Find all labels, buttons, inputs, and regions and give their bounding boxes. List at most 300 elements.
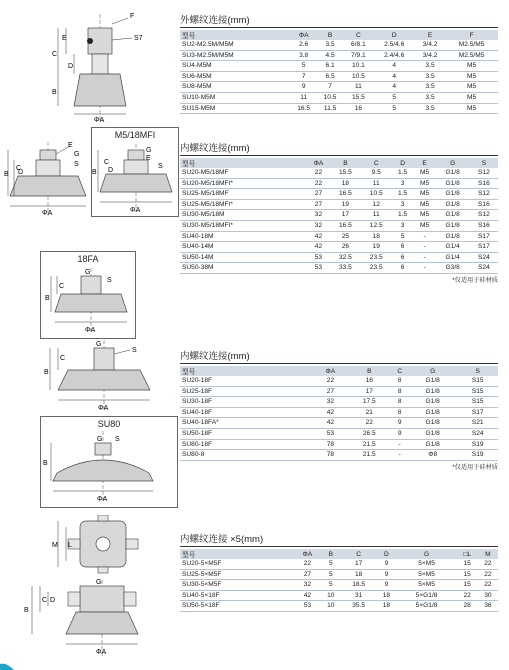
- table-cell: G1/8: [436, 199, 470, 210]
- label-d: D: [108, 167, 114, 174]
- table-cell: -: [392, 450, 408, 461]
- table-cell: 7/9.1: [343, 50, 373, 61]
- table-cell: SU20-18F: [180, 376, 314, 386]
- table-row: [180, 376, 498, 386]
- column-header: G: [397, 549, 457, 559]
- table-cell: 32: [307, 220, 330, 231]
- table-cell: 3.5: [415, 82, 445, 93]
- table-cell: S24: [457, 428, 498, 439]
- label-s: S: [115, 436, 120, 443]
- table-cell: -: [414, 242, 436, 253]
- figure-internal-m5: [4, 140, 92, 220]
- table-cell: 4: [373, 82, 415, 93]
- label-s: S: [107, 277, 112, 284]
- table-cell: 3.5: [415, 61, 445, 72]
- column-header: S: [470, 158, 498, 168]
- table-row: [180, 569, 498, 580]
- table-cell: 27: [314, 386, 347, 397]
- table-cell: 3/4.2: [415, 50, 445, 61]
- table-cell: 9: [376, 559, 396, 569]
- table-cell: G1/8: [436, 189, 470, 200]
- table-cell: M5: [445, 61, 498, 72]
- table-cell: 30: [478, 590, 498, 601]
- table-cell: 9: [376, 580, 396, 591]
- table-cell: 10: [321, 601, 341, 612]
- table-row: [180, 231, 498, 242]
- table-cell: 22: [478, 559, 498, 569]
- table-cell: 16.5: [330, 220, 361, 231]
- table-row: [180, 210, 498, 221]
- column-header: ΦA: [290, 30, 316, 40]
- table-cell: 18.5: [341, 580, 376, 591]
- table-cell: 15: [457, 580, 478, 591]
- table-cell: Φ8: [408, 450, 457, 461]
- table-cell: 22: [457, 590, 478, 601]
- table-cell: 5: [392, 231, 414, 242]
- label-g: G: [97, 436, 103, 443]
- column-header: G: [436, 158, 470, 168]
- table-cell: 19: [361, 242, 392, 253]
- table-cell: SU50-5×18F: [180, 601, 294, 612]
- table-cell: S17: [470, 231, 498, 242]
- table-cell: 1.5: [392, 168, 414, 178]
- table-cell: SU80-8: [180, 450, 314, 461]
- table-cell: 3: [392, 199, 414, 210]
- table-cell: G1/8: [436, 220, 470, 231]
- table-cell: 19: [330, 199, 361, 210]
- label-g: G: [74, 151, 80, 158]
- table-cell: 5×M5: [397, 580, 457, 591]
- table-cell: SU3-M2.5M/M5M: [180, 50, 290, 61]
- table-cell: -: [414, 252, 436, 263]
- table-cell: SU25-5×M5F: [180, 569, 294, 580]
- table-cell: 21: [347, 407, 391, 418]
- table-cell: 5: [290, 61, 316, 72]
- table-cell: M5: [445, 103, 498, 114]
- table-cell: 8: [392, 407, 408, 418]
- table-cell: 6.1: [317, 61, 343, 72]
- table-cell: 3.5: [415, 71, 445, 82]
- table-cell: G1/8: [436, 178, 470, 189]
- table-cell: 9: [392, 428, 408, 439]
- table-row: [180, 82, 498, 93]
- table-row: [180, 61, 498, 72]
- table-cell: -: [414, 231, 436, 242]
- column-header: 型号: [180, 549, 294, 559]
- column-header: ΦA: [294, 549, 321, 559]
- table-header-row: [180, 549, 498, 559]
- table-cell: G1/8: [436, 210, 470, 221]
- table-cell: 10.5: [317, 92, 343, 103]
- table-cell: 9.5: [361, 168, 392, 178]
- table-row: [180, 178, 498, 189]
- table-cell: SU30-5×M5F: [180, 580, 294, 591]
- table-cell: SU30-18F: [180, 397, 314, 408]
- label-b: B: [45, 295, 50, 302]
- table-cell: 18: [341, 569, 376, 580]
- section-title: 外螺纹连接(mm): [180, 14, 498, 28]
- label-phia: ΦA: [130, 207, 141, 214]
- table-cell: G1/8: [408, 386, 457, 397]
- table-cell: M5: [445, 71, 498, 82]
- table-cell: 4.5: [317, 50, 343, 61]
- table-cell: 18: [376, 590, 396, 601]
- table-cell: 1.5: [392, 210, 414, 221]
- table-cell: 22: [478, 580, 498, 591]
- section-title: 内螺纹连接 ×5(mm): [180, 533, 498, 547]
- table-cell: 1.5: [392, 189, 414, 200]
- table-cell: -: [392, 439, 408, 450]
- table-cell: M5: [414, 178, 436, 189]
- table-cell: 3.5: [415, 92, 445, 103]
- figure-m5-18mfi-drawing: [92, 128, 178, 216]
- table-cell: 27: [294, 569, 321, 580]
- figure-external-thread: [40, 10, 165, 125]
- table-cell: 9: [290, 82, 316, 93]
- table-cell: 3: [392, 220, 414, 231]
- table-cell: S12: [470, 168, 498, 178]
- table-cell: 12.5: [361, 220, 392, 231]
- label-phia: ΦA: [96, 649, 107, 656]
- label-g: G: [96, 579, 102, 586]
- table-cell: 16: [343, 103, 373, 114]
- table-cell: 36: [478, 601, 498, 612]
- table-cell: 15.5: [330, 168, 361, 178]
- table-cell: 10: [321, 590, 341, 601]
- table-cell: SU50-18F: [180, 428, 314, 439]
- table-cell: 6/8.1: [343, 40, 373, 50]
- table-cell: SU50-14M: [180, 252, 307, 263]
- table-row: [180, 407, 498, 418]
- column-header: B: [347, 366, 391, 376]
- table-cell: 27: [307, 189, 330, 200]
- table-row: [180, 439, 498, 450]
- spec-table: [180, 30, 498, 114]
- table-cell: 8: [392, 397, 408, 408]
- label-c: C: [104, 159, 110, 166]
- table-cell: S17: [457, 407, 498, 418]
- label-c: C: [42, 597, 48, 604]
- table-cell: S24: [470, 263, 498, 274]
- table-header-row: [180, 30, 498, 40]
- column-header: D: [392, 158, 414, 168]
- section-internal-18f: [180, 350, 498, 471]
- column-header: B: [317, 30, 343, 40]
- table-cell: SU40-18M: [180, 231, 307, 242]
- table-cell: G1/8: [408, 407, 457, 418]
- table-row: [180, 71, 498, 82]
- spec-table: [180, 158, 498, 274]
- table-cell: S21: [457, 418, 498, 429]
- figure-18fa: [40, 251, 136, 339]
- figure-internal-18f-drawing: [40, 338, 174, 414]
- table-cell: 17: [347, 386, 391, 397]
- table-cell: SU20-M5/18MFI*: [180, 178, 307, 189]
- table-cell: 17: [330, 210, 361, 221]
- table-cell: 21.5: [347, 439, 391, 450]
- table-row: [180, 168, 498, 178]
- section-internal-m5: [180, 142, 498, 284]
- spec-table: [180, 366, 498, 461]
- figure-top-view: [40, 515, 174, 577]
- table-cell: SU40-5×18F: [180, 590, 294, 601]
- label-e: E: [62, 35, 67, 42]
- table-cell: 11.5: [317, 103, 343, 114]
- table-cell: SU30-M5/18MFI*: [180, 220, 307, 231]
- label-phia: ΦA: [97, 496, 108, 503]
- table-cell: G1/8: [408, 418, 457, 429]
- label-c: C: [52, 51, 58, 58]
- spec-table: [180, 549, 498, 612]
- column-header: 型号: [180, 366, 314, 376]
- column-header: ΦA: [307, 158, 330, 168]
- figure-side-view-x5-drawing: [16, 578, 166, 658]
- table-row: [180, 450, 498, 461]
- section-title: 内螺纹连接(mm): [180, 142, 498, 156]
- column-header: 型号: [180, 158, 307, 168]
- table-cell: 17.5: [347, 397, 391, 408]
- table-cell: 2.5/4.6: [373, 40, 415, 50]
- column-header: □L: [457, 549, 478, 559]
- table-cell: 9: [376, 569, 396, 580]
- table-cell: 53: [294, 601, 321, 612]
- table-cell: 2.4/4.6: [373, 50, 415, 61]
- table-cell: 3: [392, 178, 414, 189]
- table-cell: SU30-M5/18M: [180, 210, 307, 221]
- table-cell: 32: [294, 580, 321, 591]
- table-cell: SU2-M2.5M/M5M: [180, 40, 290, 50]
- table-cell: 3.5: [317, 40, 343, 50]
- table-cell: 6: [392, 252, 414, 263]
- table-cell: 5: [373, 103, 415, 114]
- table-cell: S12: [470, 210, 498, 221]
- table-row: [180, 92, 498, 103]
- column-header: C: [392, 366, 408, 376]
- label-g: G: [85, 269, 91, 276]
- table-cell: SU25-M5/18MFI*: [180, 199, 307, 210]
- table-row: [180, 386, 498, 397]
- figure-title: 18FA: [77, 254, 99, 264]
- table-cell: M5: [445, 92, 498, 103]
- table-cell: 5×M5: [397, 559, 457, 569]
- table-row: [180, 418, 498, 429]
- table-cell: G1/8: [408, 397, 457, 408]
- table-cell: 22: [314, 376, 347, 386]
- label-b: B: [52, 89, 57, 96]
- table-cell: SU25-18F: [180, 386, 314, 397]
- column-header: E: [414, 158, 436, 168]
- column-header: D: [373, 30, 415, 40]
- column-header: B: [330, 158, 361, 168]
- table-cell: 42: [307, 242, 330, 253]
- label-e: E: [68, 142, 73, 149]
- table-cell: 53: [314, 428, 347, 439]
- column-header: M: [478, 549, 498, 559]
- table-cell: 22: [307, 178, 330, 189]
- column-header: C: [361, 158, 392, 168]
- label-b: B: [43, 460, 48, 467]
- table-row: [180, 242, 498, 253]
- table-cell: G1/8: [436, 168, 470, 178]
- table-row: [180, 40, 498, 50]
- table-cell: SU6-M5M: [180, 71, 290, 82]
- column-header: C: [343, 30, 373, 40]
- table-cell: 11: [290, 92, 316, 103]
- label-l: L: [68, 542, 72, 549]
- table-cell: 78: [314, 450, 347, 461]
- table-row: [180, 263, 498, 274]
- table-cell: 10.5: [343, 71, 373, 82]
- table-cell: 23.5: [361, 252, 392, 263]
- table-cell: 5: [321, 569, 341, 580]
- label-s7: S7: [134, 35, 143, 42]
- table-cell: G1/4: [436, 252, 470, 263]
- table-cell: 35.5: [341, 601, 376, 612]
- section-internal-x5: [180, 533, 498, 612]
- table-cell: 11: [361, 210, 392, 221]
- table-cell: SU4-M5M: [180, 61, 290, 72]
- table-cell: 16: [347, 376, 391, 386]
- table-cell: SU10-M5M: [180, 92, 290, 103]
- table-note: *仅适用于硅材质: [452, 463, 498, 471]
- table-cell: G1/8: [408, 376, 457, 386]
- label-c: C: [60, 355, 66, 362]
- label-phia: ΦA: [85, 327, 96, 334]
- column-header: B: [321, 549, 341, 559]
- table-cell: 21.5: [347, 450, 391, 461]
- figure-internal-m5-drawing: [4, 140, 92, 220]
- table-cell: 42: [294, 590, 321, 601]
- label-phia: ΦA: [98, 405, 109, 412]
- table-cell: 7: [290, 71, 316, 82]
- table-cell: 17: [341, 559, 376, 569]
- label-b: B: [44, 369, 49, 376]
- table-cell: M5: [414, 210, 436, 221]
- table-cell: 11: [343, 82, 373, 93]
- table-cell: 42: [314, 418, 347, 429]
- table-header-row: [180, 366, 498, 376]
- table-cell: 32.5: [330, 252, 361, 263]
- label-d: D: [50, 597, 56, 604]
- section-external-thread: [180, 14, 498, 114]
- table-cell: 15: [457, 559, 478, 569]
- label-s: S: [132, 347, 137, 354]
- column-header: E: [415, 30, 445, 40]
- table-cell: 18: [330, 178, 361, 189]
- table-cell: 42: [314, 407, 347, 418]
- figure-su80: [40, 416, 178, 508]
- label-m: M: [52, 542, 58, 549]
- table-cell: SU20-M5/18MF: [180, 168, 307, 178]
- figure-external-thread-drawing: [40, 10, 165, 125]
- table-cell: 32: [307, 210, 330, 221]
- figure-title: M5/18MFI: [114, 130, 156, 140]
- table-cell: 78: [314, 439, 347, 450]
- table-cell: 16.5: [330, 189, 361, 200]
- table-cell: 12: [361, 199, 392, 210]
- table-cell: 22: [347, 418, 391, 429]
- table-cell: SU20-5×M5F: [180, 559, 294, 569]
- table-cell: G1/4: [436, 242, 470, 253]
- table-cell: 11: [361, 178, 392, 189]
- table-cell: 10.5: [361, 189, 392, 200]
- table-row: [180, 590, 498, 601]
- table-cell: 25: [330, 231, 361, 242]
- figure-side-view-x5: [16, 578, 166, 658]
- table-cell: S15: [457, 386, 498, 397]
- label-phia: ΦA: [94, 117, 105, 124]
- column-header: C: [341, 549, 376, 559]
- table-note: *仅适用于硅材质: [452, 276, 498, 284]
- label-g: G: [96, 341, 102, 348]
- table-row: [180, 601, 498, 612]
- label-c: C: [16, 165, 22, 172]
- table-cell: 7: [317, 82, 343, 93]
- table-cell: S19: [457, 450, 498, 461]
- label-b: B: [92, 169, 97, 176]
- table-cell: 10.1: [343, 61, 373, 72]
- table-cell: SU40-18FA*: [180, 418, 314, 429]
- column-header: G: [408, 366, 457, 376]
- figure-18fa-drawing: [41, 252, 135, 338]
- table-cell: 23.5: [361, 263, 392, 274]
- table-cell: M2.5/M5: [445, 40, 498, 50]
- corner-accent-icon: [0, 662, 14, 670]
- table-cell: SU15-M5M: [180, 103, 290, 114]
- table-cell: 22: [307, 168, 330, 178]
- label-e: E: [146, 155, 151, 162]
- table-cell: G3/8: [436, 263, 470, 274]
- table-cell: G1/8: [408, 439, 457, 450]
- table-cell: 5×G1/8: [397, 590, 457, 601]
- table-cell: 33.5: [330, 263, 361, 274]
- label-phia: ΦA: [42, 210, 53, 217]
- table-cell: M5: [445, 82, 498, 93]
- table-cell: 31: [341, 590, 376, 601]
- table-cell: 27: [307, 199, 330, 210]
- table-cell: 53: [307, 263, 330, 274]
- table-cell: 8: [392, 386, 408, 397]
- table-cell: 15.5: [343, 92, 373, 103]
- table-cell: 6: [392, 263, 414, 274]
- label-s: S: [158, 163, 163, 170]
- table-cell: G1/8: [408, 428, 457, 439]
- table-cell: 22: [478, 569, 498, 580]
- column-header: D: [376, 549, 396, 559]
- label-g: G: [146, 147, 152, 154]
- table-cell: M5: [414, 220, 436, 231]
- table-cell: -: [414, 263, 436, 274]
- table-cell: S16: [470, 178, 498, 189]
- table-cell: SU50-38M: [180, 263, 307, 274]
- table-cell: 5: [321, 580, 341, 591]
- table-cell: 4: [373, 61, 415, 72]
- table-cell: SU40-18F: [180, 407, 314, 418]
- figure-internal-18f: [40, 338, 174, 414]
- table-cell: 42: [307, 231, 330, 242]
- table-row: [180, 559, 498, 569]
- column-header: F: [445, 30, 498, 40]
- table-cell: 32: [314, 397, 347, 408]
- table-header-row: [180, 158, 498, 168]
- table-row: [180, 252, 498, 263]
- column-header: ΦA: [314, 366, 347, 376]
- table-cell: S15: [457, 376, 498, 386]
- figure-su80-drawing: [41, 417, 177, 507]
- table-cell: 2.6: [290, 40, 316, 50]
- label-s: S: [74, 161, 79, 168]
- table-cell: SU40-14M: [180, 242, 307, 253]
